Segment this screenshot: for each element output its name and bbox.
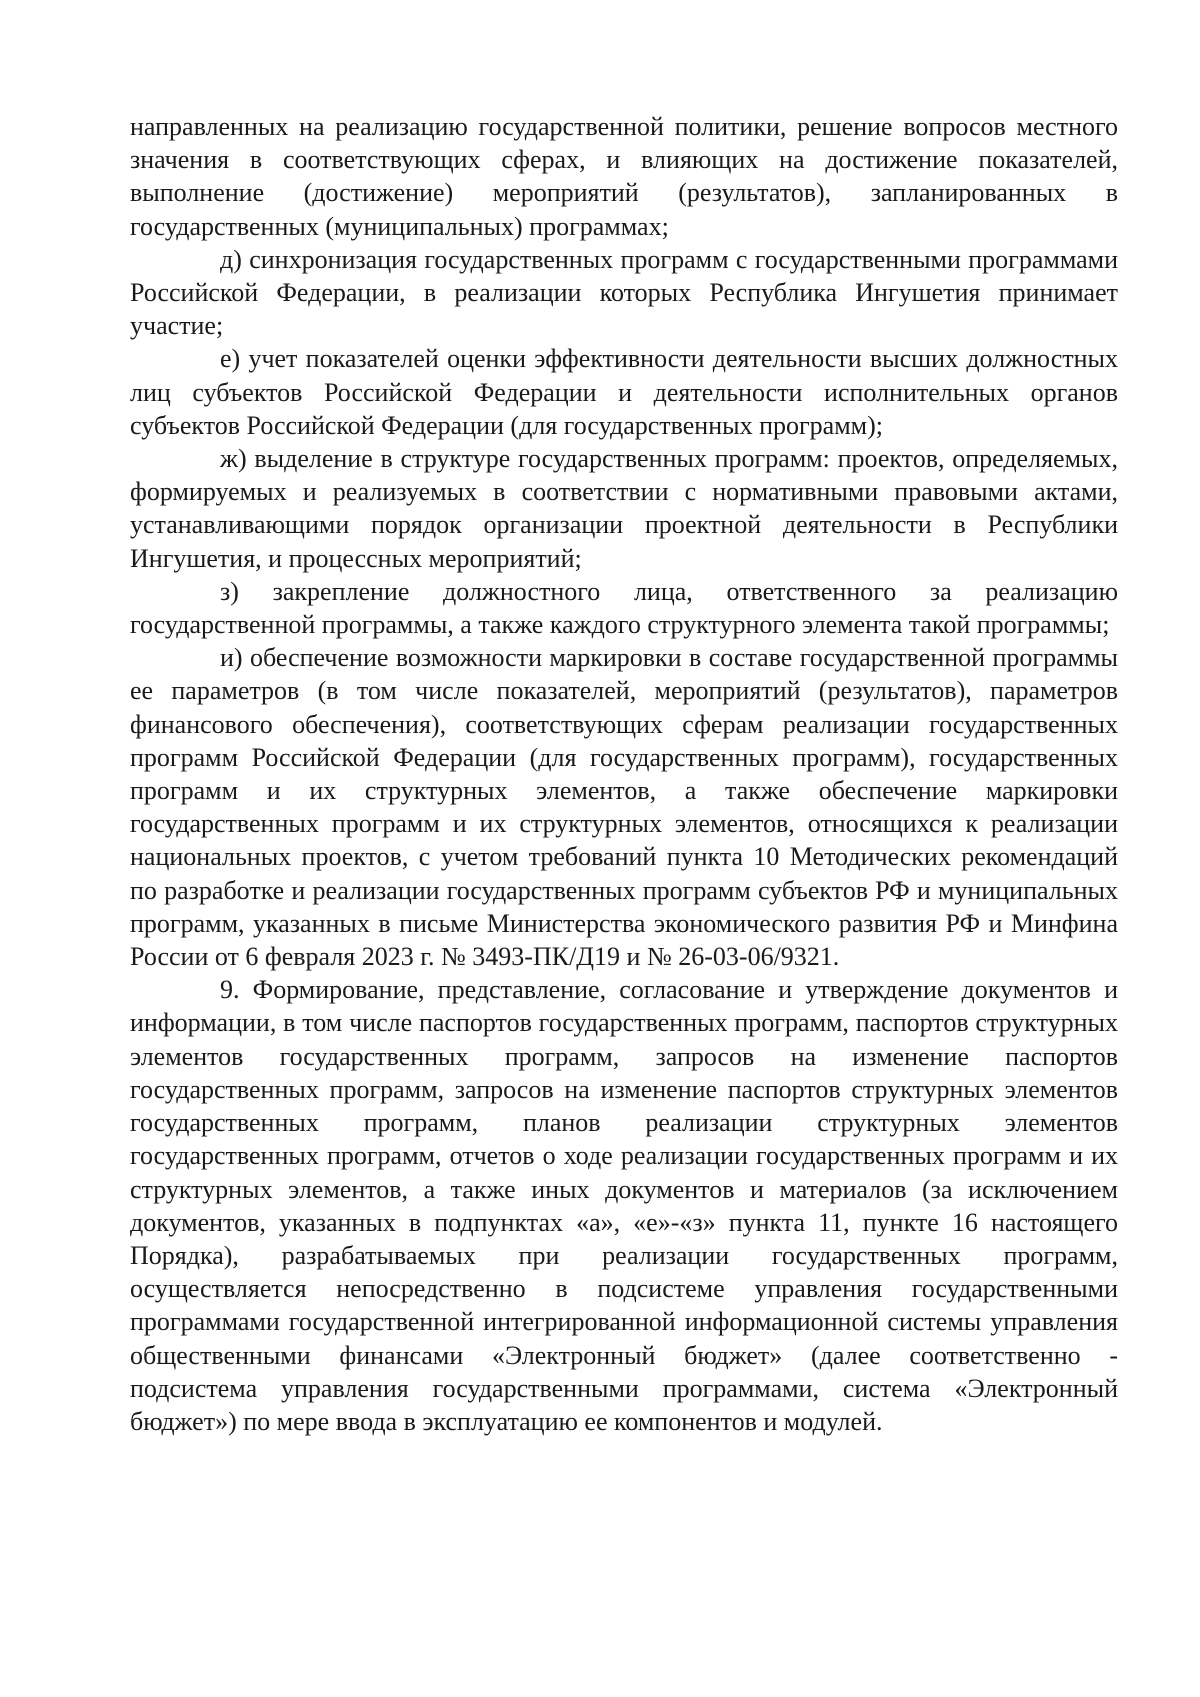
paragraph-item-d: д) синхронизация государственных программ с государственными программами Российской Федерации, в реализации которых Республика Ингушетия принимает участие; xyxy=(130,244,1118,341)
paragraph-section-9: 9. Формирование, представление, согласование и утверждение документов и информации, в том числе паспортов государственных программ, паспортов структурных элементов государственных программ, запросов на изменение паспортов государственных программ, запросов на изменение паспортов структурных элементов государственных программ, планов реализации структурных элементов государственных программ, отчетов о ходе реализации государственных программ и их структурных элементов, а также иных документов и материалов (за исключением документов, указанных в подпунктах «а», «е»-«з» пункта 11, пункте 16 настоящего Порядка), разрабатываемых при реализации государственных программ, осуществляется непосредственно в подсистеме управления государственными программами государственной интегрированной информационной системы управления общественными финансами «Электронный бюджет» (далее соответственно - подсистема управления государственными программами, система «Электронный бюджет») по мере ввода в эксплуатацию ее компонентов и модулей. xyxy=(130,975,1118,1436)
paragraph-item-e: е) учет показателей оценки эффективности деятельности высших должностных лиц субъектов Российской Федерации и деятельности исполнительных органов субъектов Российской Федерации (для государственных программ); xyxy=(130,344,1118,440)
paragraph-item-i: и) обеспечение возможности маркировки в составе государственной программы ее параметров (в том числе показателей, мероприятий (результатов), параметров финансового обеспечения), соответствующих сферам реализации государственных программ Российской Федерации (для государственных программ), государственных программ и их структурных элементов, а также обеспечение маркировки государственных программ и их структурных элементов, относящихся к реализации национальных проектов, с учетом требований пункта 10 Методических рекомендаций по разработке и реализации государственных программ субъектов РФ и муниципальных программ, указанных в письме Министерства экономического развития РФ и Минфина России от 6 февраля 2023 г. № 3493-ПК/Д19 и № 26-03-06/9321. xyxy=(130,643,1118,972)
paragraph-item-z: з) закрепление должностного лица, ответственного за реализацию государственной программы, а также каждого структурного элемента такой программы; xyxy=(130,576,1118,640)
document-body xyxy=(130,110,1118,1438)
paragraph-item-zh: ж) выделение в структуре государственных программ: проектов, определяемых, формируемых и реализуемых в соответствии с нормативными правовыми актами, устанавливающими порядок организации проектной деятельности в Республики Ингушетия, и процессных мероприятий; xyxy=(130,444,1118,573)
paragraph-continuation: направленных на реализацию государственной политики, решение вопросов местного значения в соответствующих сферах, и влияющих на достижение показателей, выполнение (достижение) мероприятий (результатов), запланированных в государственных (муниципальных) программах; xyxy=(130,112,1118,241)
